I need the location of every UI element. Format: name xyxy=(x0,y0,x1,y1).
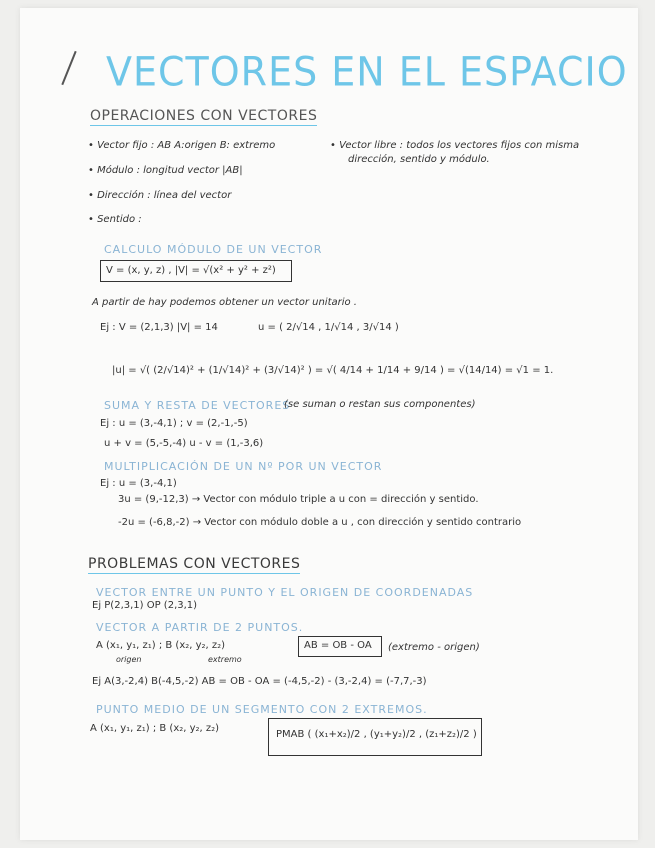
section-problemas: PROBLEMAS CON VECTORES xyxy=(88,556,301,572)
example-modulo: Ej : V = (2,1,3) |V| = 14 xyxy=(100,322,218,333)
section-operaciones: OPERACIONES CON VECTORES xyxy=(90,108,318,124)
label-origen: origen xyxy=(116,655,142,664)
mult-line-1: 3u = (9,-12,3) → Vector con módulo triple a u con = dirección y sentido. xyxy=(118,494,479,505)
origen-example: Ej P(2,3,1) OP (2,3,1) xyxy=(92,600,198,611)
dos-puntos-points: A (x₁, y₁, z₁) ; B (x₂, y₂, z₂) xyxy=(96,640,226,651)
heading-calculo-modulo: CALCULO MÓDULO DE UN VECTOR xyxy=(104,243,323,256)
bullet-sentido: • Sentido : xyxy=(88,214,142,225)
modulo-formula: V = (x, y, z) , |V| = √(x² + y² + z²) xyxy=(106,265,276,276)
bullet-direccion: • Dirección : línea del vector xyxy=(88,190,232,201)
heading-multiplicacion: MULTIPLICACIÓN DE UN Nº POR UN VECTOR xyxy=(104,460,383,473)
unit-check: |u| = √( (2/√14)² + (1/√14)² + (3/√14)² ) = √( 4/14 + 1/14 + 9/14 ) = √(14/14) = √1 = 1. xyxy=(112,365,554,376)
heading-origen: VECTOR ENTRE UN PUNTO Y EL ORIGEN DE COORDENADAS xyxy=(96,586,474,599)
bullet-vector-libre: • Vector libre : todos los vectores fijos con misma xyxy=(330,140,580,151)
punto-medio-points: A (x₁, y₁, z₁) ; B (x₂, y₂, z₂) xyxy=(90,723,220,734)
unitario-note: A partir de hay podemos obtener un vector unitario . xyxy=(92,297,357,308)
mult-line-2: -2u = (-6,8,-2) → Vector con módulo doble a u , con dirección y sentido contrario xyxy=(118,517,522,528)
page-title: VECTORES EN EL ESPACIO xyxy=(106,48,628,96)
mult-example: Ej : u = (3,-4,1) xyxy=(100,478,177,489)
heading-dos-puntos: VECTOR A PARTIR DE 2 PUNTOS. xyxy=(96,621,304,634)
bullet-modulo: • Módulo : longitud vector |AB| xyxy=(88,165,243,176)
suma-result: u + v = (5,-5,-4) u - v = (1,-3,6) xyxy=(104,438,264,449)
dos-puntos-note: (extremo - origen) xyxy=(388,642,480,653)
punto-medio-formula: PMAB ( (x₁+x₂)/2 , (y₁+y₂)/2 , (z₁+z₂)/2 ) xyxy=(276,729,477,740)
unit-vector: u = ( 2/√14 , 1/√14 , 3/√14 ) xyxy=(258,322,399,333)
dos-puntos-formula: AB = OB - OA xyxy=(304,640,372,651)
bullet-vector-fijo: • Vector fijo : AB A:origen B: extremo xyxy=(88,140,276,151)
suma-note: (se suman o restan sus componentes) xyxy=(284,399,476,410)
suma-example: Ej : u = (3,-4,1) ; v = (2,-1,-5) xyxy=(100,418,248,429)
label-extremo: extremo xyxy=(208,655,242,664)
heading-punto-medio: PUNTO MEDIO DE UN SEGMENTO CON 2 EXTREMOS. xyxy=(96,703,428,716)
heading-suma-resta: SUMA Y RESTA DE VECTORES xyxy=(104,399,291,412)
dos-puntos-example: Ej A(3,-2,4) B(-4,5,-2) AB = OB - OA = (-4,5,-2) - (3,-2,4) = (-7,7,-3) xyxy=(92,676,427,687)
bullet-vector-libre-cont: dirección, sentido y módulo. xyxy=(348,154,490,165)
